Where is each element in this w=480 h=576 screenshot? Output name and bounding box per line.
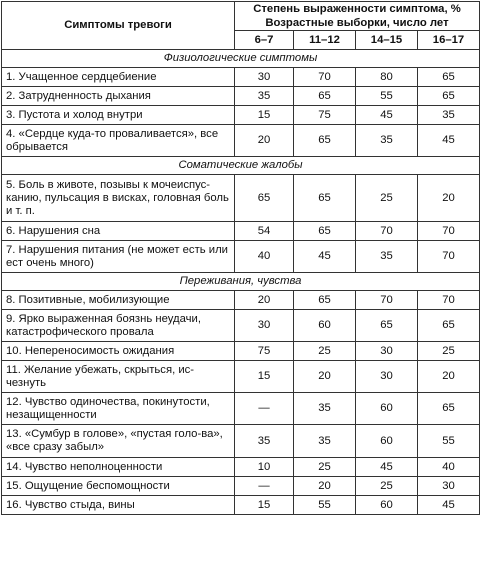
symptom-label: 2. Затрудненность дыхания: [2, 87, 235, 106]
section-row: [2, 50, 480, 68]
section-title: Переживания, чувства: [2, 273, 480, 291]
value-cell: 40: [235, 241, 294, 273]
value-cell: 65: [294, 175, 356, 222]
table-row: [2, 291, 480, 310]
value-cell: 70: [418, 222, 480, 241]
table-row: [2, 87, 480, 106]
age-header-6-7: 6–7: [235, 31, 294, 50]
value-cell: 60: [356, 496, 418, 515]
symptom-label: 14. Чувство неполноценности: [2, 458, 235, 477]
value-cell: 20: [294, 361, 356, 393]
symptoms-column-header: Симптомы тревоги: [2, 2, 235, 50]
value-cell: 65: [418, 68, 480, 87]
table-row: [2, 125, 480, 157]
value-cell: 55: [418, 425, 480, 458]
value-cell: 35: [235, 425, 294, 458]
table-row: [2, 425, 480, 458]
value-cell: —: [235, 477, 294, 496]
symptom-label: 16. Чувство стыда, вины: [2, 496, 235, 515]
table-row: [2, 458, 480, 477]
table-body: [2, 50, 480, 515]
value-cell: 20: [294, 477, 356, 496]
value-cell: 35: [356, 125, 418, 157]
value-cell: 60: [356, 393, 418, 425]
symptom-label: 6. Нарушения сна: [2, 222, 235, 241]
value-cell: 25: [356, 477, 418, 496]
value-cell: 55: [294, 496, 356, 515]
section-title: Соматические жалобы: [2, 157, 480, 175]
section-row: [2, 273, 480, 291]
value-cell: 60: [294, 310, 356, 342]
value-cell: 45: [418, 496, 480, 515]
section-title: Физиологические симптомы: [2, 50, 480, 68]
table-row: [2, 477, 480, 496]
value-cell: 25: [356, 175, 418, 222]
anxiety-symptoms-table: [1, 1, 480, 515]
symptom-label: 3. Пустота и холод внутри: [2, 106, 235, 125]
value-cell: 54: [235, 222, 294, 241]
value-cell: 20: [235, 291, 294, 310]
value-cell: 65: [235, 175, 294, 222]
age-header-14-15: 14–15: [356, 31, 418, 50]
value-cell: 45: [356, 458, 418, 477]
symptom-label: 15. Ощущение беспомощности: [2, 477, 235, 496]
value-cell: 70: [418, 291, 480, 310]
value-cell: 30: [235, 310, 294, 342]
value-cell: 35: [294, 393, 356, 425]
value-cell: 30: [235, 68, 294, 87]
value-cell: 45: [418, 125, 480, 157]
symptom-label: 13. «Сумбур в голове», «пустая голо-ва», «все сразу забыл»: [2, 425, 235, 458]
value-cell: 75: [235, 342, 294, 361]
value-cell: 15: [235, 361, 294, 393]
table-row: [2, 222, 480, 241]
value-cell: 35: [418, 106, 480, 125]
table-header: [2, 2, 480, 50]
symptom-label: 1. Учащенное сердцебиение: [2, 68, 235, 87]
symptom-label: 7. Нарушения питания (не может есть или ест очень много): [2, 241, 235, 273]
symptom-label: 12. Чувство одиночества, покинутости, незащищенности: [2, 393, 235, 425]
degree-header-line2: Возрастные выборки, число лет: [265, 17, 449, 29]
section-row: [2, 157, 480, 175]
value-cell: 65: [356, 310, 418, 342]
value-cell: 70: [356, 222, 418, 241]
value-cell: 65: [294, 87, 356, 106]
value-cell: 15: [235, 496, 294, 515]
value-cell: 60: [356, 425, 418, 458]
symptom-label: 5. Боль в животе, позывы к мочеиспус-канию, пульсация в висках, головная боль и т. п.: [2, 175, 235, 222]
value-cell: 10: [235, 458, 294, 477]
symptom-label: 8. Позитивные, мобилизующие: [2, 291, 235, 310]
table-row: [2, 342, 480, 361]
value-cell: 35: [235, 87, 294, 106]
value-cell: 20: [418, 361, 480, 393]
value-cell: 70: [418, 241, 480, 273]
table-row: [2, 496, 480, 515]
value-cell: 25: [294, 342, 356, 361]
value-cell: 65: [418, 310, 480, 342]
degree-header: [235, 2, 480, 31]
table-row: [2, 310, 480, 342]
symptom-label: 9. Ярко выраженная боязнь неудачи, катастрофического провала: [2, 310, 235, 342]
table-row: [2, 393, 480, 425]
value-cell: 45: [356, 106, 418, 125]
table-row: [2, 68, 480, 87]
symptom-label: 11. Желание убежать, скрыться, ис-чезнуть: [2, 361, 235, 393]
value-cell: 20: [235, 125, 294, 157]
age-header-16-17: 16–17: [418, 31, 480, 50]
value-cell: 40: [418, 458, 480, 477]
table-row: [2, 106, 480, 125]
age-header-11-12: 11–12: [294, 31, 356, 50]
value-cell: 65: [418, 393, 480, 425]
value-cell: 55: [356, 87, 418, 106]
value-cell: 35: [294, 425, 356, 458]
value-cell: 25: [418, 342, 480, 361]
value-cell: 30: [356, 361, 418, 393]
value-cell: 45: [294, 241, 356, 273]
value-cell: 25: [294, 458, 356, 477]
value-cell: 30: [356, 342, 418, 361]
value-cell: 80: [356, 68, 418, 87]
table-row: [2, 361, 480, 393]
value-cell: —: [235, 393, 294, 425]
value-cell: 65: [418, 87, 480, 106]
table-row: [2, 175, 480, 222]
value-cell: 20: [418, 175, 480, 222]
value-cell: 30: [418, 477, 480, 496]
value-cell: 70: [294, 68, 356, 87]
table-row: [2, 241, 480, 273]
value-cell: 70: [356, 291, 418, 310]
value-cell: 35: [356, 241, 418, 273]
value-cell: 15: [235, 106, 294, 125]
degree-header-line1: Степень выраженности симптома, %: [253, 3, 461, 15]
value-cell: 75: [294, 106, 356, 125]
value-cell: 65: [294, 291, 356, 310]
symptom-label: 10. Непереносимость ожидания: [2, 342, 235, 361]
symptom-label: 4. «Сердце куда-то проваливается», все обрывается: [2, 125, 235, 157]
value-cell: 65: [294, 125, 356, 157]
value-cell: 65: [294, 222, 356, 241]
